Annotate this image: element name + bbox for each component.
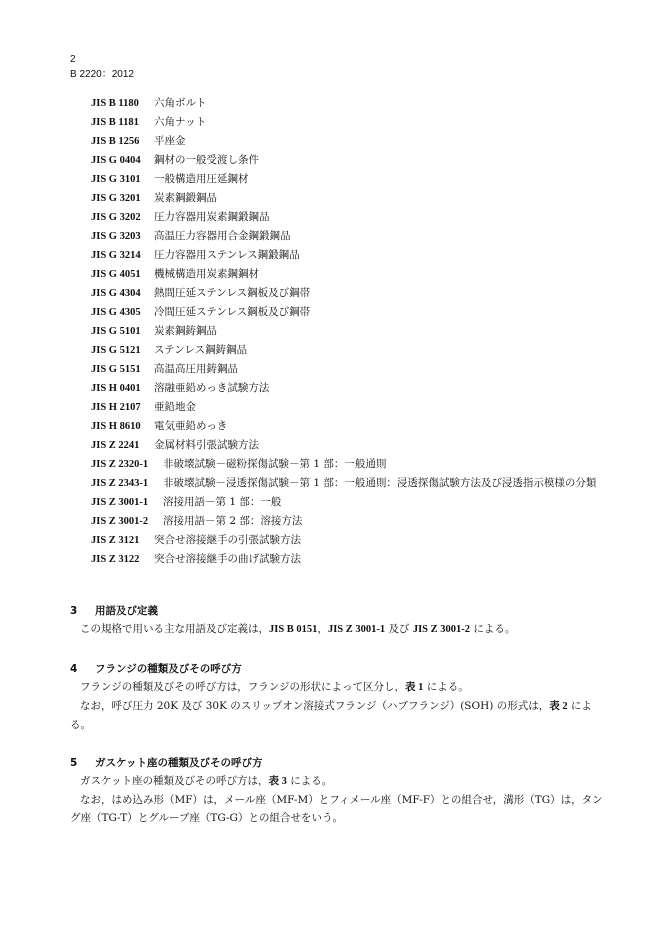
section-number: 4: [70, 663, 78, 675]
reference-title: 亜鉛地金: [154, 401, 196, 413]
text-run: ガスケット座の種類及びその呼び方は，: [80, 775, 269, 787]
reference-item: [91, 341, 601, 360]
reference-link: JIS Z 3001-2: [412, 624, 470, 635]
reference-title: 六角ボルト: [154, 97, 207, 109]
reference-title: 圧力容器用炭素鋼鍛鋼品: [154, 211, 270, 223]
reference-title: 非破壊試験－浸透探傷試験－第 1 部：一般通則：浸透探傷試験方法及び浸透指示模様の分類: [163, 477, 597, 489]
reference-code: JIS Z 2320-1: [91, 459, 149, 470]
reference-code: JIS Z 2241: [91, 440, 140, 451]
reference-code: JIS Z 3001-1: [91, 497, 149, 508]
section-title: 用語及び定義: [95, 605, 158, 617]
reference-title: 高温高圧用鋳鋼品: [154, 363, 238, 375]
reference-code: JIS H 8610: [91, 421, 141, 432]
reference-item: [91, 284, 601, 303]
section-title: フランジの種類及びその呼び方: [95, 663, 242, 675]
text-run: による。: [70, 700, 592, 731]
text-run: 及び: [385, 623, 413, 635]
reference-code: JIS Z 3001-2: [91, 516, 149, 527]
section-3-heading: [70, 603, 610, 620]
section-title: ガスケット座の種類及びその呼び方: [95, 757, 263, 769]
reference-title: ステンレス鋼鋳鋼品: [154, 344, 248, 356]
reference-code: JIS G 3201: [91, 193, 141, 204]
reference-code: JIS Z 3121: [91, 535, 140, 546]
normative-references-list: [91, 94, 601, 569]
reference-title: 溶融亜鉛めっき試験方法: [154, 382, 270, 394]
reference-item: [91, 474, 601, 493]
text-run: フランジの種類及びその呼び方は，フランジの形状によって区分し，: [80, 681, 405, 693]
text-run: による。: [470, 623, 516, 635]
reference-code: JIS G 4304: [91, 288, 141, 299]
reference-item: [91, 379, 601, 398]
reference-title: 六角ナット: [154, 116, 207, 128]
reference-code: JIS B 1256: [91, 136, 140, 147]
reference-title: 溶接用語－第 2 部：溶接方法: [163, 515, 303, 527]
reference-title: 突合せ溶接継手の引張試験方法: [154, 534, 301, 546]
reference-code: JIS B 1181: [91, 117, 139, 128]
section-4-paragraph-1: [70, 678, 610, 697]
reference-item: [91, 322, 601, 341]
reference-item: [91, 132, 601, 151]
reference-code: JIS H 0401: [91, 383, 141, 394]
table-reference: 表 3: [268, 776, 287, 787]
reference-item: [91, 493, 601, 512]
reference-item: [91, 94, 601, 113]
reference-code: JIS G 4305: [91, 307, 141, 318]
reference-item: [91, 455, 601, 474]
reference-code: JIS G 0404: [91, 155, 141, 166]
section-3: [70, 603, 610, 639]
text-run: ，: [317, 623, 328, 635]
section-5: [70, 755, 610, 827]
reference-item: [91, 170, 601, 189]
reference-item: [91, 398, 601, 417]
reference-item: [91, 303, 601, 322]
reference-code: JIS G 3203: [91, 231, 141, 242]
section-5-heading: [70, 755, 610, 772]
reference-title: 溶接用語－第 1 部：一般: [163, 496, 282, 508]
reference-code: JIS G 5151: [91, 364, 141, 375]
standard-number: B 2220：2012: [70, 69, 134, 80]
reference-code: JIS B 1180: [91, 98, 139, 109]
reference-title: 圧力容器用ステンレス鋼鍛鋼品: [154, 249, 300, 261]
section-5-paragraph-2: なお，はめ込み形（MF）は，メール座（MF-M）とフィメール座（MF-F）との組合せ，溝形（TG）は，タング座（TG-T）とグルーブ座（TG-G）との組合せをいう。: [70, 794, 603, 824]
reference-item: [91, 512, 601, 531]
reference-title: 鋼材の一般受渡し条件: [154, 154, 259, 166]
section-4-paragraph-2: [70, 697, 610, 734]
page-header: [70, 52, 134, 82]
reference-code: JIS Z 3122: [91, 554, 140, 565]
section-number: 3: [70, 605, 78, 617]
reference-title: 電気亜鉛めっき: [154, 420, 228, 432]
reference-link: JIS B 0151: [269, 624, 318, 635]
text-run: この規格で用いる主な用語及び定義は，: [80, 623, 269, 635]
reference-title: 熱間圧延ステンレス鋼板及び鋼帯: [154, 287, 311, 299]
reference-code: JIS G 3214: [91, 250, 141, 261]
reference-code: JIS Z 2343-1: [91, 478, 149, 489]
reference-item: [91, 151, 601, 170]
text-run: による。: [286, 775, 333, 787]
section-number: 5: [70, 757, 78, 769]
table-reference: 表 1: [404, 682, 424, 693]
reference-item: [91, 436, 601, 455]
section-4-heading: [70, 661, 610, 678]
reference-title: 非破壊試験－磁粉探傷試験－第 1 部：一般通則: [163, 458, 387, 470]
reference-code: JIS G 5101: [91, 326, 141, 337]
reference-title: 炭素鋼鍛鋼品: [154, 192, 217, 204]
table-reference: 表 2: [549, 701, 568, 712]
reference-item: [91, 360, 601, 379]
reference-title: 一般構造用圧延鋼材: [154, 173, 249, 185]
reference-item: [91, 417, 601, 436]
page-number: 2: [70, 54, 76, 65]
reference-title: 金属材料引張試験方法: [154, 439, 259, 451]
reference-item: [91, 531, 601, 550]
reference-code: JIS G 3101: [91, 174, 141, 185]
reference-title: 冷間圧延ステンレス鋼板及び鋼帯: [154, 306, 311, 318]
reference-title: 炭素鋼鋳鋼品: [154, 325, 217, 337]
reference-item: [91, 227, 601, 246]
reference-item: [91, 246, 601, 265]
text-run: による。: [423, 681, 469, 693]
reference-item: [91, 208, 601, 227]
reference-item: [91, 189, 601, 208]
section-3-paragraph: [70, 620, 610, 639]
reference-code: JIS H 2107: [91, 402, 141, 413]
reference-code: JIS G 3202: [91, 212, 141, 223]
reference-item: [91, 265, 601, 284]
reference-title: 平座金: [154, 135, 186, 147]
reference-title: 高温圧力容器用合金鋼鍛鋼品: [154, 230, 291, 242]
reference-code: JIS G 4051: [91, 269, 141, 280]
reference-code: JIS G 5121: [91, 345, 141, 356]
text-run: なお，呼び圧力 20K 及び 30K のスリップオン溶接式フランジ（ハブフランジ）(SOH) の形式は，: [80, 700, 550, 712]
section-5-paragraph-1: [70, 772, 610, 791]
reference-link: JIS Z 3001-1: [327, 624, 386, 635]
reference-title: 突合せ溶接継手の曲げ試験方法: [154, 553, 301, 565]
section-4: [70, 661, 610, 734]
reference-item: [91, 550, 601, 569]
reference-title: 機械構造用炭素鋼鋼材: [154, 268, 259, 280]
reference-item: [91, 113, 601, 132]
